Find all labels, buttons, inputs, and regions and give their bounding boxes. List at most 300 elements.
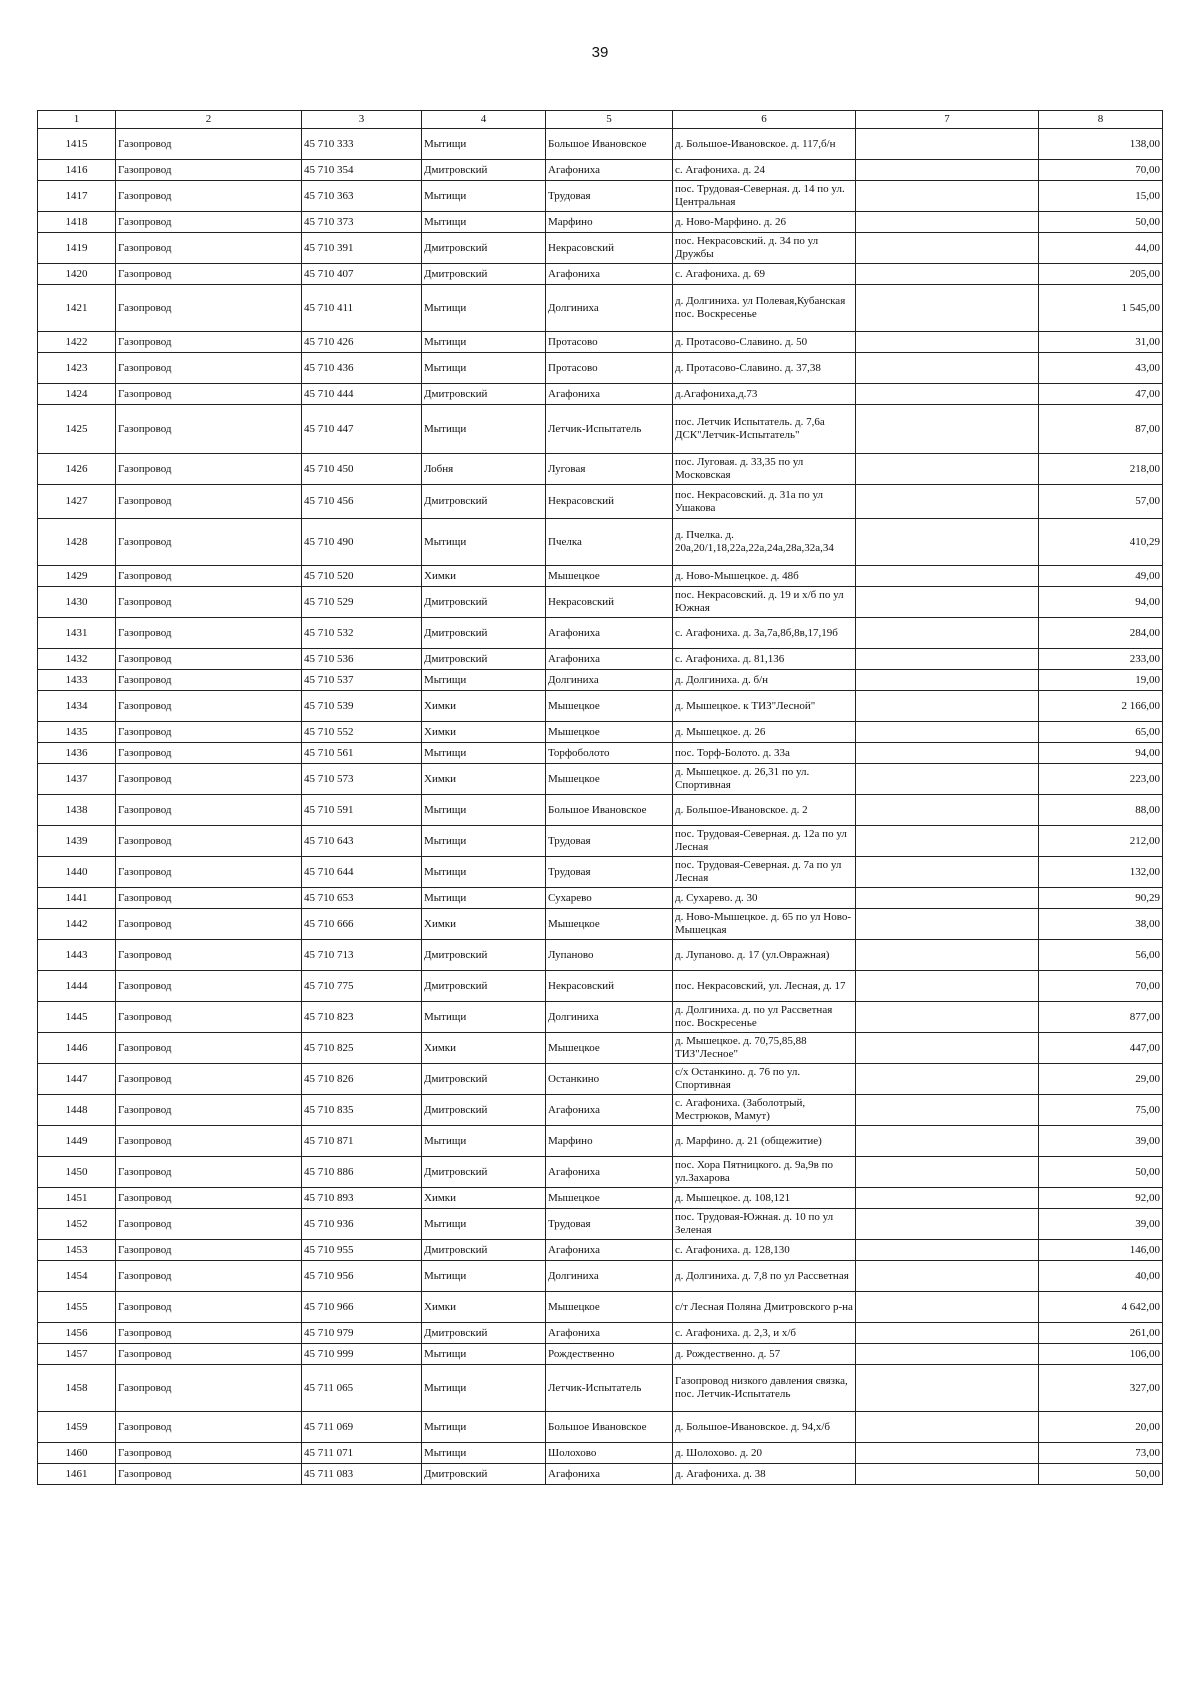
- address-cell: с. Агафониха. д. 3а,7а,8б,8в,17,19б: [673, 618, 856, 649]
- locality-cell: Агафониха: [546, 384, 673, 405]
- value-cell: 56,00: [1039, 940, 1163, 971]
- address-cell: с/х Останкино. д. 76 по ул. Спортивная: [673, 1064, 856, 1095]
- oktmo-code-cell: 45 710 426: [302, 332, 422, 353]
- oktmo-code-cell: 45 711 069: [302, 1412, 422, 1443]
- value-cell: 94,00: [1039, 743, 1163, 764]
- table-row: [38, 888, 1163, 909]
- address-cell: пос. Хора Пятницкого. д. 9а,9в по ул.Захарова: [673, 1157, 856, 1188]
- row-number-cell: 1431: [38, 618, 116, 649]
- row-number-cell: 1439: [38, 826, 116, 857]
- object-type-cell: Газопровод: [116, 485, 302, 519]
- address-cell: пос. Трудовая-Южная. д. 10 по ул Зеленая: [673, 1209, 856, 1240]
- column-7-cell: [856, 1095, 1039, 1126]
- district-cell: Мытищи: [422, 1002, 546, 1033]
- row-number-cell: 1452: [38, 1209, 116, 1240]
- oktmo-code-cell: 45 711 065: [302, 1365, 422, 1412]
- table-row: [38, 519, 1163, 566]
- column-7-cell: [856, 405, 1039, 454]
- address-cell: с. Агафониха. д. 69: [673, 264, 856, 285]
- row-number-cell: 1429: [38, 566, 116, 587]
- column-7-cell: [856, 353, 1039, 384]
- district-cell: Дмитровский: [422, 1464, 546, 1485]
- table-row: [38, 384, 1163, 405]
- address-cell: д. Марфино. д. 21 (общежитие): [673, 1126, 856, 1157]
- district-cell: Мытищи: [422, 795, 546, 826]
- object-type-cell: Газопровод: [116, 764, 302, 795]
- row-number-cell: 1420: [38, 264, 116, 285]
- value-cell: 47,00: [1039, 384, 1163, 405]
- district-cell: Мытищи: [422, 285, 546, 332]
- object-type-cell: Газопровод: [116, 160, 302, 181]
- object-type-cell: Газопровод: [116, 405, 302, 454]
- column-7-cell: [856, 1464, 1039, 1485]
- oktmo-code-cell: 45 710 552: [302, 722, 422, 743]
- district-cell: Мытищи: [422, 1443, 546, 1464]
- column-7-cell: [856, 618, 1039, 649]
- value-cell: 19,00: [1039, 670, 1163, 691]
- locality-cell: Мышецкое: [546, 1292, 673, 1323]
- locality-cell: Большое Ивановское: [546, 1412, 673, 1443]
- address-cell: д. Шолохово. д. 20: [673, 1443, 856, 1464]
- oktmo-code-cell: 45 710 573: [302, 764, 422, 795]
- table-row: [38, 1292, 1163, 1323]
- locality-cell: Агафониха: [546, 618, 673, 649]
- table-row: [38, 332, 1163, 353]
- object-type-cell: Газопровод: [116, 1033, 302, 1064]
- value-cell: 75,00: [1039, 1095, 1163, 1126]
- address-cell: пос. Трудовая-Северная. д. 14 по ул. Центральная: [673, 181, 856, 212]
- table-row: [38, 405, 1163, 454]
- column-7-cell: [856, 1365, 1039, 1412]
- locality-cell: Долгиниха: [546, 1261, 673, 1292]
- column-7-cell: [856, 888, 1039, 909]
- address-cell: пос. Летчик Испытатель. д. 7,6а ДСК"Летчик-Испытатель": [673, 405, 856, 454]
- table-row: [38, 1365, 1163, 1412]
- column-7-cell: [856, 519, 1039, 566]
- object-type-cell: Газопровод: [116, 1095, 302, 1126]
- table-row: [38, 743, 1163, 764]
- value-cell: 50,00: [1039, 212, 1163, 233]
- locality-cell: Мышецкое: [546, 722, 673, 743]
- oktmo-code-cell: 45 710 886: [302, 1157, 422, 1188]
- column-7-cell: [856, 160, 1039, 181]
- column-7-cell: [856, 670, 1039, 691]
- oktmo-code-cell: 45 710 966: [302, 1292, 422, 1323]
- oktmo-code-cell: 45 710 539: [302, 691, 422, 722]
- column-7-cell: [856, 181, 1039, 212]
- table-row: [38, 722, 1163, 743]
- address-cell: пос. Некрасовский. д. 31а по ул Ушакова: [673, 485, 856, 519]
- object-type-cell: Газопровод: [116, 587, 302, 618]
- district-cell: Дмитровский: [422, 264, 546, 285]
- row-number-cell: 1460: [38, 1443, 116, 1464]
- locality-cell: Марфино: [546, 212, 673, 233]
- value-cell: 132,00: [1039, 857, 1163, 888]
- value-cell: 73,00: [1039, 1443, 1163, 1464]
- address-cell: с. Агафониха. д. 2,3, и х/б: [673, 1323, 856, 1344]
- value-cell: 31,00: [1039, 332, 1163, 353]
- locality-cell: Торфоболото: [546, 743, 673, 764]
- address-cell: д. Ново-Мышецкое. д. 48б: [673, 566, 856, 587]
- value-cell: 87,00: [1039, 405, 1163, 454]
- object-type-cell: Газопровод: [116, 1157, 302, 1188]
- column-7-cell: [856, 566, 1039, 587]
- oktmo-code-cell: 45 710 450: [302, 454, 422, 485]
- row-number-cell: 1461: [38, 1464, 116, 1485]
- column-7-cell: [856, 1412, 1039, 1443]
- oktmo-code-cell: 45 710 411: [302, 285, 422, 332]
- table-row: [38, 353, 1163, 384]
- header-row: [38, 111, 1163, 129]
- row-number-cell: 1441: [38, 888, 116, 909]
- locality-cell: Трудовая: [546, 857, 673, 888]
- district-cell: Мытищи: [422, 405, 546, 454]
- column-7-cell: [856, 940, 1039, 971]
- oktmo-code-cell: 45 710 354: [302, 160, 422, 181]
- address-cell: с. Агафониха. (Заболотрый, Местрюков, Мамут): [673, 1095, 856, 1126]
- object-type-cell: Газопровод: [116, 1002, 302, 1033]
- district-cell: Мытищи: [422, 826, 546, 857]
- locality-cell: Мышецкое: [546, 1188, 673, 1209]
- column-7-cell: [856, 1209, 1039, 1240]
- column-7-cell: [856, 384, 1039, 405]
- district-cell: Дмитровский: [422, 1323, 546, 1344]
- table-row: [38, 1464, 1163, 1485]
- address-cell: д. Агафониха. д. 38: [673, 1464, 856, 1485]
- address-cell: с. Агафониха. д. 24: [673, 160, 856, 181]
- district-cell: Мытищи: [422, 1126, 546, 1157]
- table-row: [38, 566, 1163, 587]
- row-number-cell: 1455: [38, 1292, 116, 1323]
- row-number-cell: 1438: [38, 795, 116, 826]
- address-cell: д. Рождественно. д. 57: [673, 1344, 856, 1365]
- column-7-cell: [856, 454, 1039, 485]
- object-type-cell: Газопровод: [116, 649, 302, 670]
- value-cell: 447,00: [1039, 1033, 1163, 1064]
- locality-cell: Агафониха: [546, 1240, 673, 1261]
- column-7-cell: [856, 1157, 1039, 1188]
- row-number-cell: 1440: [38, 857, 116, 888]
- address-cell: д. Ново-Марфино. д. 26: [673, 212, 856, 233]
- value-cell: 50,00: [1039, 1464, 1163, 1485]
- oktmo-code-cell: 45 710 956: [302, 1261, 422, 1292]
- oktmo-code-cell: 45 710 532: [302, 618, 422, 649]
- address-cell: пос. Некрасовский. д. 19 и х/б по ул Южная: [673, 587, 856, 618]
- address-cell: с. Агафониха. д. 81,136: [673, 649, 856, 670]
- row-number-cell: 1436: [38, 743, 116, 764]
- locality-cell: Мышецкое: [546, 909, 673, 940]
- column-7-cell: [856, 264, 1039, 285]
- value-cell: 49,00: [1039, 566, 1163, 587]
- address-cell: с/т Лесная Поляна Дмитровского р-на: [673, 1292, 856, 1323]
- column-7-cell: [856, 722, 1039, 743]
- value-cell: 233,00: [1039, 649, 1163, 670]
- district-cell: Дмитровский: [422, 618, 546, 649]
- object-type-cell: Газопровод: [116, 566, 302, 587]
- column-7-cell: [856, 764, 1039, 795]
- district-cell: Химки: [422, 1292, 546, 1323]
- object-type-cell: Газопровод: [116, 1240, 302, 1261]
- column-header: 2: [116, 111, 302, 129]
- value-cell: 284,00: [1039, 618, 1163, 649]
- district-cell: Мытищи: [422, 888, 546, 909]
- address-cell: д. Протасово-Славино. д. 37,38: [673, 353, 856, 384]
- column-header: 6: [673, 111, 856, 129]
- table-row: [38, 857, 1163, 888]
- column-7-cell: [856, 743, 1039, 764]
- value-cell: 218,00: [1039, 454, 1163, 485]
- object-type-cell: Газопровод: [116, 129, 302, 160]
- value-cell: 43,00: [1039, 353, 1163, 384]
- table-row: [38, 618, 1163, 649]
- district-cell: Мытищи: [422, 1365, 546, 1412]
- value-cell: 138,00: [1039, 129, 1163, 160]
- address-cell: пос. Торф-Болото. д. 33а: [673, 743, 856, 764]
- page-number: 39: [591, 44, 609, 61]
- column-7-cell: [856, 1323, 1039, 1344]
- district-cell: Мытищи: [422, 857, 546, 888]
- object-type-cell: Газопровод: [116, 670, 302, 691]
- district-cell: Химки: [422, 691, 546, 722]
- district-cell: Дмитровский: [422, 587, 546, 618]
- district-cell: Химки: [422, 909, 546, 940]
- table-row: [38, 1261, 1163, 1292]
- address-cell: д. Сухарево. д. 30: [673, 888, 856, 909]
- column-7-cell: [856, 285, 1039, 332]
- column-7-cell: [856, 1188, 1039, 1209]
- row-number-cell: 1437: [38, 764, 116, 795]
- locality-cell: Агафониха: [546, 1323, 673, 1344]
- oktmo-code-cell: 45 710 835: [302, 1095, 422, 1126]
- column-7-cell: [856, 1033, 1039, 1064]
- object-type-cell: Газопровод: [116, 795, 302, 826]
- column-7-cell: [856, 1292, 1039, 1323]
- object-type-cell: Газопровод: [116, 1412, 302, 1443]
- row-number-cell: 1457: [38, 1344, 116, 1365]
- object-type-cell: Газопровод: [116, 264, 302, 285]
- object-type-cell: Газопровод: [116, 1126, 302, 1157]
- table-row: [38, 285, 1163, 332]
- oktmo-code-cell: 45 710 490: [302, 519, 422, 566]
- table-row: [38, 233, 1163, 264]
- oktmo-code-cell: 45 710 666: [302, 909, 422, 940]
- table-row: [38, 670, 1163, 691]
- oktmo-code-cell: 45 710 436: [302, 353, 422, 384]
- value-cell: 223,00: [1039, 764, 1163, 795]
- locality-cell: Трудовая: [546, 826, 673, 857]
- row-number-cell: 1425: [38, 405, 116, 454]
- value-cell: 88,00: [1039, 795, 1163, 826]
- locality-cell: Долгиниха: [546, 1002, 673, 1033]
- row-number-cell: 1417: [38, 181, 116, 212]
- row-number-cell: 1433: [38, 670, 116, 691]
- table-row: [38, 1240, 1163, 1261]
- table-row: [38, 1412, 1163, 1443]
- column-7-cell: [856, 1443, 1039, 1464]
- locality-cell: Мышецкое: [546, 691, 673, 722]
- oktmo-code-cell: 45 710 644: [302, 857, 422, 888]
- value-cell: 44,00: [1039, 233, 1163, 264]
- oktmo-code-cell: 45 711 071: [302, 1443, 422, 1464]
- column-7-cell: [856, 1126, 1039, 1157]
- row-number-cell: 1458: [38, 1365, 116, 1412]
- object-type-cell: Газопровод: [116, 1323, 302, 1344]
- address-cell: пос. Некрасовский, ул. Лесная, д. 17: [673, 971, 856, 1002]
- district-cell: Дмитровский: [422, 1064, 546, 1095]
- row-number-cell: 1450: [38, 1157, 116, 1188]
- value-cell: 65,00: [1039, 722, 1163, 743]
- district-cell: Мытищи: [422, 1261, 546, 1292]
- object-type-cell: Газопровод: [116, 233, 302, 264]
- object-type-cell: Газопровод: [116, 971, 302, 1002]
- locality-cell: Пчелка: [546, 519, 673, 566]
- table-row: [38, 826, 1163, 857]
- table-row: [38, 1443, 1163, 1464]
- column-7-cell: [856, 795, 1039, 826]
- row-number-cell: 1419: [38, 233, 116, 264]
- table-row: [38, 129, 1163, 160]
- table-row: [38, 454, 1163, 485]
- row-number-cell: 1443: [38, 940, 116, 971]
- object-type-cell: Газопровод: [116, 857, 302, 888]
- object-type-cell: Газопровод: [116, 1064, 302, 1095]
- object-type-cell: Газопровод: [116, 1365, 302, 1412]
- object-type-cell: Газопровод: [116, 722, 302, 743]
- address-cell: д. Мышецкое. д. 26: [673, 722, 856, 743]
- district-cell: Мытищи: [422, 353, 546, 384]
- object-type-cell: Газопровод: [116, 1443, 302, 1464]
- oktmo-code-cell: 45 710 955: [302, 1240, 422, 1261]
- district-cell: Химки: [422, 764, 546, 795]
- district-cell: Химки: [422, 1188, 546, 1209]
- row-number-cell: 1427: [38, 485, 116, 519]
- district-cell: Мытищи: [422, 743, 546, 764]
- locality-cell: Некрасовский: [546, 587, 673, 618]
- oktmo-code-cell: 45 710 893: [302, 1188, 422, 1209]
- oktmo-code-cell: 45 710 825: [302, 1033, 422, 1064]
- value-cell: 146,00: [1039, 1240, 1163, 1261]
- table-row: [38, 1157, 1163, 1188]
- district-cell: Дмитровский: [422, 160, 546, 181]
- locality-cell: Мышецкое: [546, 566, 673, 587]
- row-number-cell: 1422: [38, 332, 116, 353]
- address-cell: д. Большое-Ивановское. д. 94,х/б: [673, 1412, 856, 1443]
- address-cell: д. Большое-Ивановское. д. 117,б/н: [673, 129, 856, 160]
- locality-cell: Шолохово: [546, 1443, 673, 1464]
- value-cell: 57,00: [1039, 485, 1163, 519]
- locality-cell: Большое Ивановское: [546, 129, 673, 160]
- table-row: [38, 971, 1163, 1002]
- table-row: [38, 1033, 1163, 1064]
- value-cell: 70,00: [1039, 160, 1163, 181]
- column-header: 5: [546, 111, 673, 129]
- object-type-cell: Газопровод: [116, 353, 302, 384]
- row-number-cell: 1451: [38, 1188, 116, 1209]
- object-type-cell: Газопровод: [116, 332, 302, 353]
- oktmo-code-cell: 45 710 871: [302, 1126, 422, 1157]
- row-number-cell: 1444: [38, 971, 116, 1002]
- oktmo-code-cell: 45 710 456: [302, 485, 422, 519]
- address-cell: д.Агафониха,д.73: [673, 384, 856, 405]
- table-row: [38, 691, 1163, 722]
- column-7-cell: [856, 1064, 1039, 1095]
- table-row: [38, 1095, 1163, 1126]
- district-cell: Дмитровский: [422, 940, 546, 971]
- oktmo-code-cell: 45 710 775: [302, 971, 422, 1002]
- object-type-cell: Газопровод: [116, 743, 302, 764]
- district-cell: Химки: [422, 1033, 546, 1064]
- row-number-cell: 1428: [38, 519, 116, 566]
- district-cell: Мытищи: [422, 1209, 546, 1240]
- column-header: 4: [422, 111, 546, 129]
- value-cell: 38,00: [1039, 909, 1163, 940]
- locality-cell: Долгиниха: [546, 670, 673, 691]
- oktmo-code-cell: 45 710 591: [302, 795, 422, 826]
- row-number-cell: 1418: [38, 212, 116, 233]
- object-type-cell: Газопровод: [116, 1344, 302, 1365]
- locality-cell: Трудовая: [546, 181, 673, 212]
- object-type-cell: Газопровод: [116, 1292, 302, 1323]
- value-cell: 2 166,00: [1039, 691, 1163, 722]
- oktmo-code-cell: 45 710 999: [302, 1344, 422, 1365]
- column-7-cell: [856, 129, 1039, 160]
- address-cell: с. Агафониха. д. 128,130: [673, 1240, 856, 1261]
- column-7-cell: [856, 1240, 1039, 1261]
- district-cell: Дмитровский: [422, 1095, 546, 1126]
- value-cell: 40,00: [1039, 1261, 1163, 1292]
- table-row: [38, 181, 1163, 212]
- column-7-cell: [856, 649, 1039, 670]
- address-cell: пос. Трудовая-Северная. д. 12а по ул Лесная: [673, 826, 856, 857]
- locality-cell: Рождественно: [546, 1344, 673, 1365]
- oktmo-code-cell: 45 710 537: [302, 670, 422, 691]
- row-number-cell: 1435: [38, 722, 116, 743]
- row-number-cell: 1424: [38, 384, 116, 405]
- oktmo-code-cell: 45 710 936: [302, 1209, 422, 1240]
- address-cell: д. Мышецкое. к ТИЗ"Лесной": [673, 691, 856, 722]
- table-row: [38, 264, 1163, 285]
- district-cell: Дмитровский: [422, 384, 546, 405]
- oktmo-code-cell: 45 710 447: [302, 405, 422, 454]
- column-7-cell: [856, 233, 1039, 264]
- table-row: [38, 1126, 1163, 1157]
- oktmo-code-cell: 45 710 536: [302, 649, 422, 670]
- address-cell: д. Мышецкое. д. 70,75,85,88 ТИЗ"Лесное": [673, 1033, 856, 1064]
- row-number-cell: 1423: [38, 353, 116, 384]
- value-cell: 50,00: [1039, 1157, 1163, 1188]
- locality-cell: Агафониха: [546, 160, 673, 181]
- address-cell: д. Протасово-Славино. д. 50: [673, 332, 856, 353]
- oktmo-code-cell: 45 710 826: [302, 1064, 422, 1095]
- address-cell: д. Мышецкое. д. 108,121: [673, 1188, 856, 1209]
- table-row: [38, 1323, 1163, 1344]
- address-cell: д. Ново-Мышецкое. д. 65 по ул Ново-Мышецкая: [673, 909, 856, 940]
- locality-cell: Агафониха: [546, 264, 673, 285]
- district-cell: Дмитровский: [422, 971, 546, 1002]
- locality-cell: Протасово: [546, 353, 673, 384]
- object-type-cell: Газопровод: [116, 181, 302, 212]
- oktmo-code-cell: 45 710 333: [302, 129, 422, 160]
- object-type-cell: Газопровод: [116, 691, 302, 722]
- district-cell: Химки: [422, 722, 546, 743]
- table-row: [38, 909, 1163, 940]
- locality-cell: Агафониха: [546, 649, 673, 670]
- column-7-cell: [856, 1002, 1039, 1033]
- object-type-cell: Газопровод: [116, 826, 302, 857]
- locality-cell: Агафониха: [546, 1464, 673, 1485]
- table-row: [38, 1209, 1163, 1240]
- table-row: [38, 649, 1163, 670]
